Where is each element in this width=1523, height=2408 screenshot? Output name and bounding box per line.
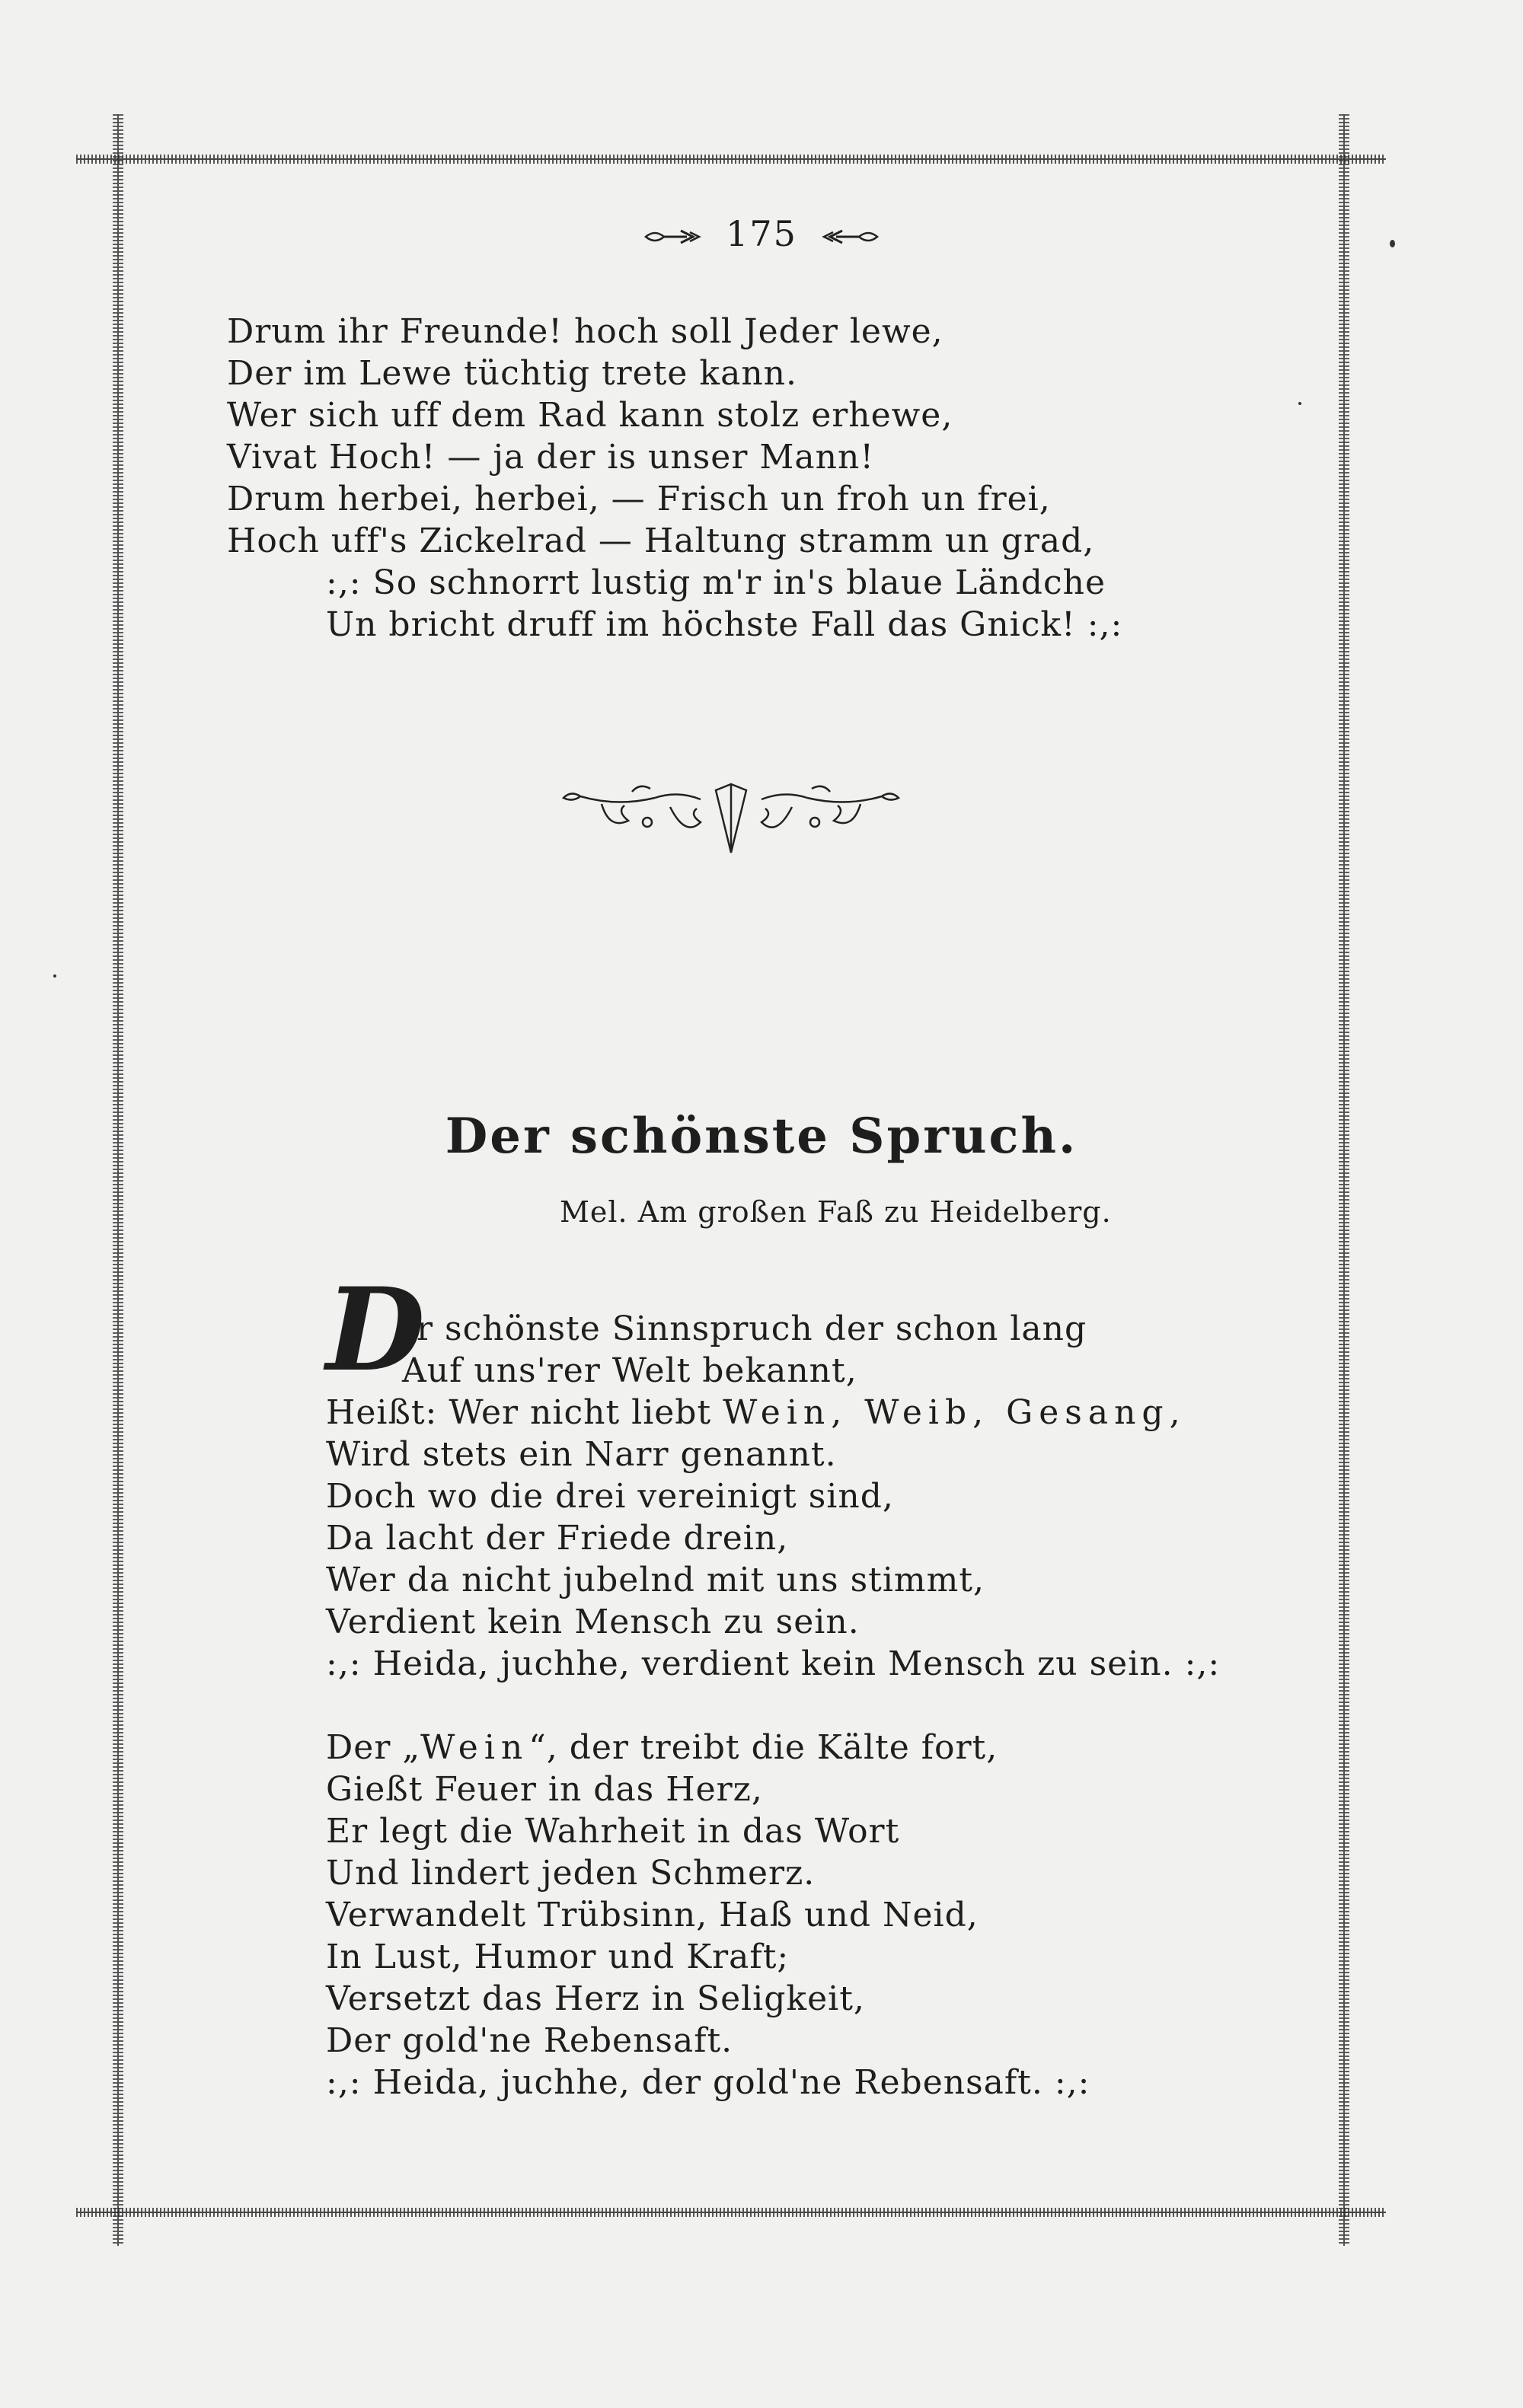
verse-line: Wer sich uff dem Rad kann stolz erhewe, [227,396,953,435]
verse-line: Er legt die Wahrheit in das Wort [326,1812,900,1851]
verse-refrain-line: Un bricht druff im höchste Fall das Gnick! :,: [326,605,1123,644]
song-tail-stanza [227,311,1122,646]
verse-line-prefix: Der „ [326,1728,421,1767]
verse-refrain-line: :,: Heida, juchhe, der gold'ne Rebensaft. :,: [326,2063,1090,2102]
drop-cap-initial: D [326,1263,426,1397]
verse-line: Wird stets ein Narr genannt. [326,1435,837,1474]
page-header [0,213,1523,254]
verse-line: Verdient kein Mensch zu sein. [326,1603,860,1641]
right-border-rule [1339,114,1349,2246]
verse-line: Wer da nicht jubelnd mit uns stimmt, [326,1561,985,1599]
stanza-two [326,1727,1090,2103]
verse-line-emphasis: Wein, Weib, Gesang, [723,1393,1186,1432]
verse-line-suffix: “, der treibt die Kälte fort, [528,1728,998,1767]
verse-line: Drum herbei, herbei, — Frisch un froh un frei, [227,480,1051,518]
verse-line [326,1308,1220,1350]
verse-line [326,1350,1220,1392]
verse-refrain-line: :,: Heida, juchhe, verdient kein Mensch zu sein. :,: [326,1644,1221,1683]
top-border-rule [76,155,1386,164]
verse-line [326,1392,1220,1434]
verse-line-text: Auf uns'rer Welt bekannt, [402,1351,857,1390]
verse-line: Verwandelt Trübsinn, Haß und Neid, [326,1896,979,1934]
verse-line: Der gold'ne Rebensaft. [326,2021,733,2060]
verse-line: Vivat Hoch! — ja der is unser Mann! [227,438,875,477]
verse-line: Hoch uff's Zickelrad — Haltung stramm un grad, [227,521,1095,560]
stanza-one [326,1308,1220,1685]
page-number: 175 [726,213,797,254]
decorative-vignette-icon [556,777,906,860]
verse-line: Da lacht der Friede drein, [326,1519,789,1558]
verse-line: Der im Lewe tüchtig trete kann. [227,354,797,393]
left-border-rule [113,114,123,2246]
verse-line: Und lindert jeden Schmerz. [326,1854,816,1893]
verse-line: In Lust, Humor und Kraft; [326,1938,790,1976]
left-ornament-icon [644,228,702,246]
bottom-border-rule [76,2208,1386,2217]
verse-line-emphasis: Wein [420,1728,529,1767]
verse-line-prefix: Heißt: Wer nicht liebt [326,1393,723,1432]
verse-line [326,1727,1090,1769]
verse-line: Gießt Feuer in das Herz, [326,1770,763,1809]
right-ornament-icon [821,228,879,246]
verse-refrain-line: :,: So schnorrt lustig m'r in's blaue Ländche [326,563,1106,602]
song-title: Der schönste Spruch. [445,1108,1078,1165]
verse-line-text: er schönste Sinnspruch der schon lang [396,1309,1087,1348]
verse-line: Drum ihr Freunde! hoch soll Jeder lewe, [227,312,943,351]
melody-note: Mel. Am großen Faß zu Heidelberg. [560,1195,1112,1229]
verse-line: Doch wo die drei vereinigt sind, [326,1477,894,1516]
verse-line: Versetzt das Herz in Seligkeit, [326,1979,865,2018]
